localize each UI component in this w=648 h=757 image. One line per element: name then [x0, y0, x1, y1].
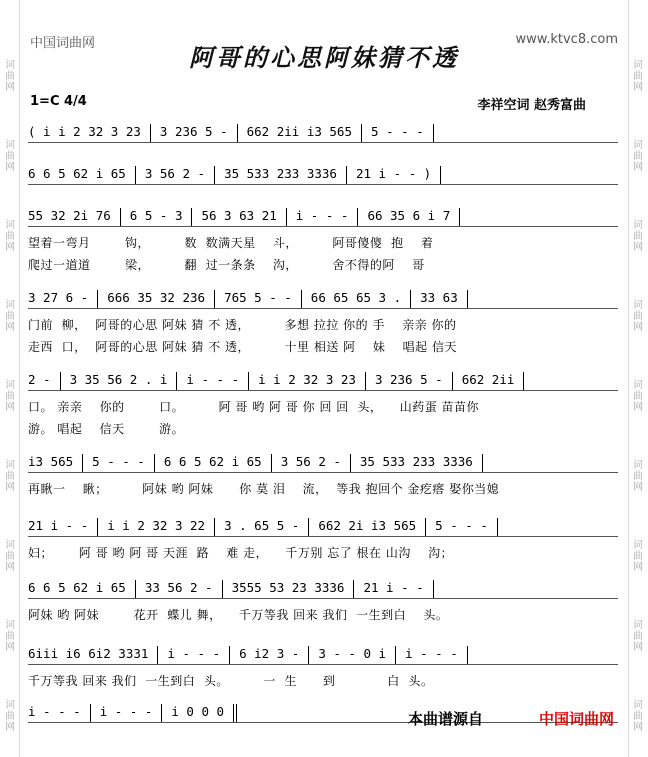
measure: 6 5 - 3 [129, 208, 183, 223]
bar-line [433, 580, 434, 598]
measure: 666 35 32 236 [107, 290, 206, 305]
watermark-text: 词 曲 网 [633, 620, 643, 653]
measure: 6 i2 3 - [239, 646, 300, 661]
measure: 3 35 56 2 . i [69, 372, 168, 387]
bar-line [191, 208, 192, 226]
measure: i - - - [99, 704, 153, 719]
watermark-text: 词 曲 网 [633, 380, 643, 413]
key-signature: 1=C 4/4 [30, 94, 87, 109]
watermark-text: 词 曲 网 [5, 460, 15, 493]
bar-line [90, 704, 91, 722]
watermark-text: 词 曲 网 [5, 540, 15, 573]
watermark-text: 词 曲 网 [5, 300, 15, 333]
bar-line [214, 166, 215, 184]
measure: 662 2ii [461, 372, 515, 387]
bar-line [214, 518, 215, 536]
bar-line [482, 454, 483, 472]
measure: 66 35 6 i 7 [367, 208, 451, 223]
bar-line [233, 704, 234, 722]
bar-line [308, 646, 309, 664]
measure: 56 3 63 21 [201, 208, 277, 223]
measure: 21 i - - [363, 580, 424, 595]
measure: 6 6 5 62 i 65 [163, 454, 262, 469]
bar-line [365, 372, 366, 390]
bar-line [176, 372, 177, 390]
measure: 21 i - - ) [355, 166, 432, 181]
source-label: 本曲谱源自 [408, 710, 484, 728]
measure: 6 6 5 62 i 65 [28, 166, 126, 181]
measure: 3 56 2 - [280, 454, 341, 469]
lyric-line: 走西 口， 阿哥的心思 阿妹 猜 不 透， 十里 相送 阿 妹 唱起 信天 [28, 340, 457, 354]
watermark-text: 词 曲 网 [5, 380, 15, 413]
bar-line [433, 124, 434, 142]
bar-line [60, 372, 61, 390]
bar-line [452, 372, 453, 390]
measure: 2 - [28, 372, 51, 387]
notation-row [28, 206, 618, 227]
notation-row [28, 288, 618, 309]
measure: 3555 53 23 3336 [231, 580, 345, 595]
source-site: 中国词曲网 [538, 710, 614, 728]
notation-row [28, 164, 618, 185]
composer-credits: 李祥空词 赵秀富曲 [477, 98, 586, 113]
measure: i i 2 32 3 23 [258, 372, 356, 387]
lyric-line: 阿妹 哟 阿妹 花开 蝶儿 舞， 千万等我 回来 我们 一生到白 头。 [28, 608, 449, 622]
measure: 662 2ii i3 565 [246, 124, 352, 139]
measure: ( i i 2 32 3 23 [28, 124, 141, 139]
measure: 765 5 - - [224, 290, 292, 305]
measure: 5 - - - [370, 124, 424, 139]
measure: 3 . 65 5 - [224, 518, 300, 533]
bar-line [459, 208, 460, 226]
watermark-text: 词 曲 网 [5, 140, 15, 173]
measure: i - - - [167, 646, 221, 661]
notation-row [28, 644, 618, 665]
bar-line [97, 518, 98, 536]
lyric-line: 妇； 阿 哥 哟 阿 哥 天涯 路 难 走， 千万别 忘了 根在 山沟 沟； [28, 546, 454, 560]
lyric-line: 门前 柳， 阿哥的心思 阿妹 猜 不 透， 多想 拉拉 你的 手 亲亲 你的 [28, 318, 457, 332]
watermark-text: 词 曲 网 [633, 300, 643, 333]
measure: 6iii i6 6i2 3331 [28, 646, 149, 661]
watermark-text: 词 曲 网 [633, 460, 643, 493]
notation-row [28, 702, 618, 723]
bar-line [467, 646, 468, 664]
watermark-text: 词 曲 网 [633, 540, 643, 573]
bar-line [135, 580, 136, 598]
watermark-text: 词 曲 网 [5, 60, 15, 93]
bar-line [440, 166, 441, 184]
bar-line [286, 208, 287, 226]
measure: i3 565 [28, 454, 74, 469]
watermark-text: 词 曲 网 [633, 140, 643, 173]
measure: i - - - [405, 646, 458, 661]
measure: 3 56 2 - [144, 166, 206, 181]
bar-line [467, 290, 468, 308]
notation-row [28, 370, 618, 391]
bar-line [237, 124, 238, 142]
watermark-text: 词 曲 网 [633, 220, 643, 253]
measure: 3 236 5 - [159, 124, 228, 139]
bar-line [361, 124, 362, 142]
bar-line [271, 454, 272, 472]
bar-line [157, 646, 158, 664]
measure: 33 56 2 - [144, 580, 213, 595]
bar-line [353, 580, 354, 598]
bar-line [350, 454, 351, 472]
measure: 35 533 233 3336 [359, 454, 473, 469]
notation-row [28, 452, 618, 473]
measure: 5 - - - [435, 518, 488, 533]
bar-line [410, 290, 411, 308]
lyric-line: 口。 亲亲 你的 口。 阿 哥 哟 阿 哥 你 回 回 头， 山药蛋 苗苗你 [28, 400, 480, 414]
watermark-text: 词 曲 网 [5, 700, 15, 733]
bar-line [357, 208, 358, 226]
measure: 21 i - - [28, 518, 89, 533]
watermark-text: 词 曲 网 [5, 220, 15, 253]
bar-line [214, 290, 215, 308]
measure: i 0 0 0 [171, 704, 225, 719]
bar-line [161, 704, 162, 722]
measure: 66 65 65 3 . [310, 290, 402, 305]
bar-line [135, 166, 136, 184]
watermark-text: 词 曲 网 [633, 60, 643, 93]
measure: 55 32 2i 76 [28, 208, 111, 223]
measure: i - - - [28, 704, 81, 719]
measure: 5 - - - [92, 454, 145, 469]
bar-line [120, 208, 121, 226]
bar-line [82, 454, 83, 472]
measure: i - - - [186, 372, 240, 387]
bar-line [346, 166, 347, 184]
notation-row [28, 516, 618, 537]
measure: 6 6 5 62 i 65 [28, 580, 126, 595]
lyric-line: 游。 唱起 信天 游。 [28, 422, 185, 436]
measure: 662 2i i3 565 [318, 518, 417, 533]
bar-line [154, 454, 155, 472]
watermark-text: 词 曲 网 [5, 620, 15, 653]
measure: 3 236 5 - [374, 372, 443, 387]
bar-line [150, 124, 151, 142]
bar-line [301, 290, 302, 308]
bar-line [229, 646, 230, 664]
notation-row [28, 122, 618, 143]
lyric-line: 再瞅一 瞅； 阿妹 哟 阿妹 你 莫 泪 流， 等我 抱回个 金疙瘩 娶你当媳 [28, 482, 500, 496]
measure: 35 533 233 3336 [224, 166, 337, 181]
measure: 3 - - 0 i [318, 646, 387, 661]
watermark-text: 词 曲 网 [633, 700, 643, 733]
bar-line [248, 372, 249, 390]
bar-line [497, 518, 498, 536]
bar-line [222, 580, 223, 598]
measure: 3 27 6 - [28, 290, 89, 305]
lyric-line: 千万等我 回来 我们 一生到白 头。 一 生 到 白 头。 [28, 674, 434, 688]
site-name-left: 中国词曲网 [30, 36, 96, 51]
site-url: www.ktvc8.com [515, 32, 618, 47]
lyric-line: 爬过一道道 梁， 翻 过一条条 沟， 舍不得的阿 哥 [28, 258, 425, 272]
bar-line [308, 518, 309, 536]
bar-line [425, 518, 426, 536]
measure: i - - - [295, 208, 349, 223]
bar-line [97, 290, 98, 308]
lyric-line: 望着一弯月 钩， 数 数满天星 斗， 阿哥傻傻 抱 着 [28, 236, 434, 250]
bar-line [523, 372, 524, 390]
notation-row [28, 578, 618, 599]
song-title: 阿哥的心思阿妹猜不透 [189, 43, 459, 72]
measure: i i 2 32 3 22 [107, 518, 206, 533]
bar-line [395, 646, 396, 664]
measure: 33 63 [420, 290, 458, 305]
